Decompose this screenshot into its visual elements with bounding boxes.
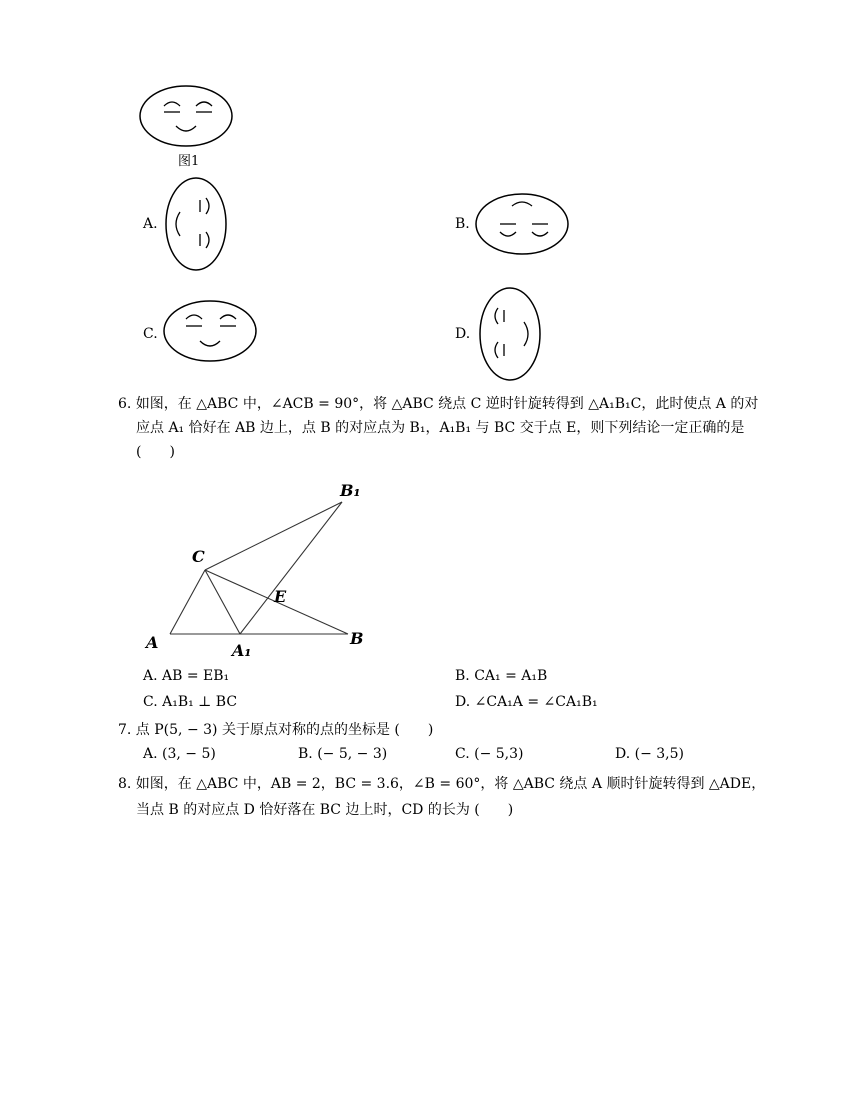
- q6-stem-line-1: 6. 如图，在 △ABC 中，∠ACB = 90°，将 △ABC 绕点 C 逆时针旋转得到 △A₁B₁C，此时使点 A 的对: [118, 396, 759, 412]
- q6-option-c[interactable]: C. A₁B₁ ⊥ BC: [143, 694, 238, 710]
- label-e: E: [274, 587, 287, 606]
- option-b-label[interactable]: B.: [455, 216, 470, 232]
- label-a1: A₁: [232, 641, 252, 660]
- q7-option-a[interactable]: A. (3, − 5): [143, 746, 216, 762]
- q6-triangle-diagram: [140, 478, 380, 658]
- label-b: B: [350, 629, 364, 648]
- option-a-face[interactable]: [164, 176, 228, 272]
- q6-option-b[interactable]: B. CA₁ = A₁B: [455, 668, 548, 684]
- q6-stem-line-2: 应点 A₁ 恰好在 AB 边上，点 B 的对应点为 B₁，A₁B₁ 与 BC 交于点 E，则下列结论一定正确的是: [136, 420, 745, 436]
- option-b-face[interactable]: [474, 192, 570, 256]
- option-d-face[interactable]: [478, 286, 542, 382]
- q7-stem: 7. 点 P(5, − 3) 关于原点对称的点的坐标是 ( ): [118, 722, 434, 738]
- figure-1-face: [138, 84, 234, 148]
- figure-1-caption: 图1: [178, 154, 200, 169]
- q6-answer-blank: ( ): [136, 444, 175, 460]
- q8-stem-line-1: 8. 如图，在 △ABC 中，AB = 2，BC = 3.6，∠B = 60°，将 △ABC 绕点 A 顺时针旋转得到 △ADE，: [118, 776, 766, 792]
- label-a: A: [146, 633, 159, 652]
- q8-stem-line-2: 当点 B 的对应点 D 恰好落在 BC 边上时，CD 的长为 ( ): [136, 802, 514, 818]
- q6-option-d[interactable]: D. ∠CA₁A = ∠CA₁B₁: [455, 694, 598, 710]
- option-c-face[interactable]: [162, 299, 258, 363]
- option-c-label[interactable]: C.: [143, 326, 158, 342]
- label-b1: B₁: [340, 481, 361, 500]
- option-a-label[interactable]: A.: [143, 216, 158, 232]
- q6-option-a[interactable]: A. AB = EB₁: [143, 668, 230, 684]
- q7-option-c[interactable]: C. (− 5,3): [455, 746, 524, 762]
- q7-option-d[interactable]: D. (− 3,5): [615, 746, 684, 762]
- option-d-label[interactable]: D.: [455, 326, 471, 342]
- q7-option-b[interactable]: B. (− 5, − 3): [298, 746, 388, 762]
- label-c: C: [192, 547, 205, 566]
